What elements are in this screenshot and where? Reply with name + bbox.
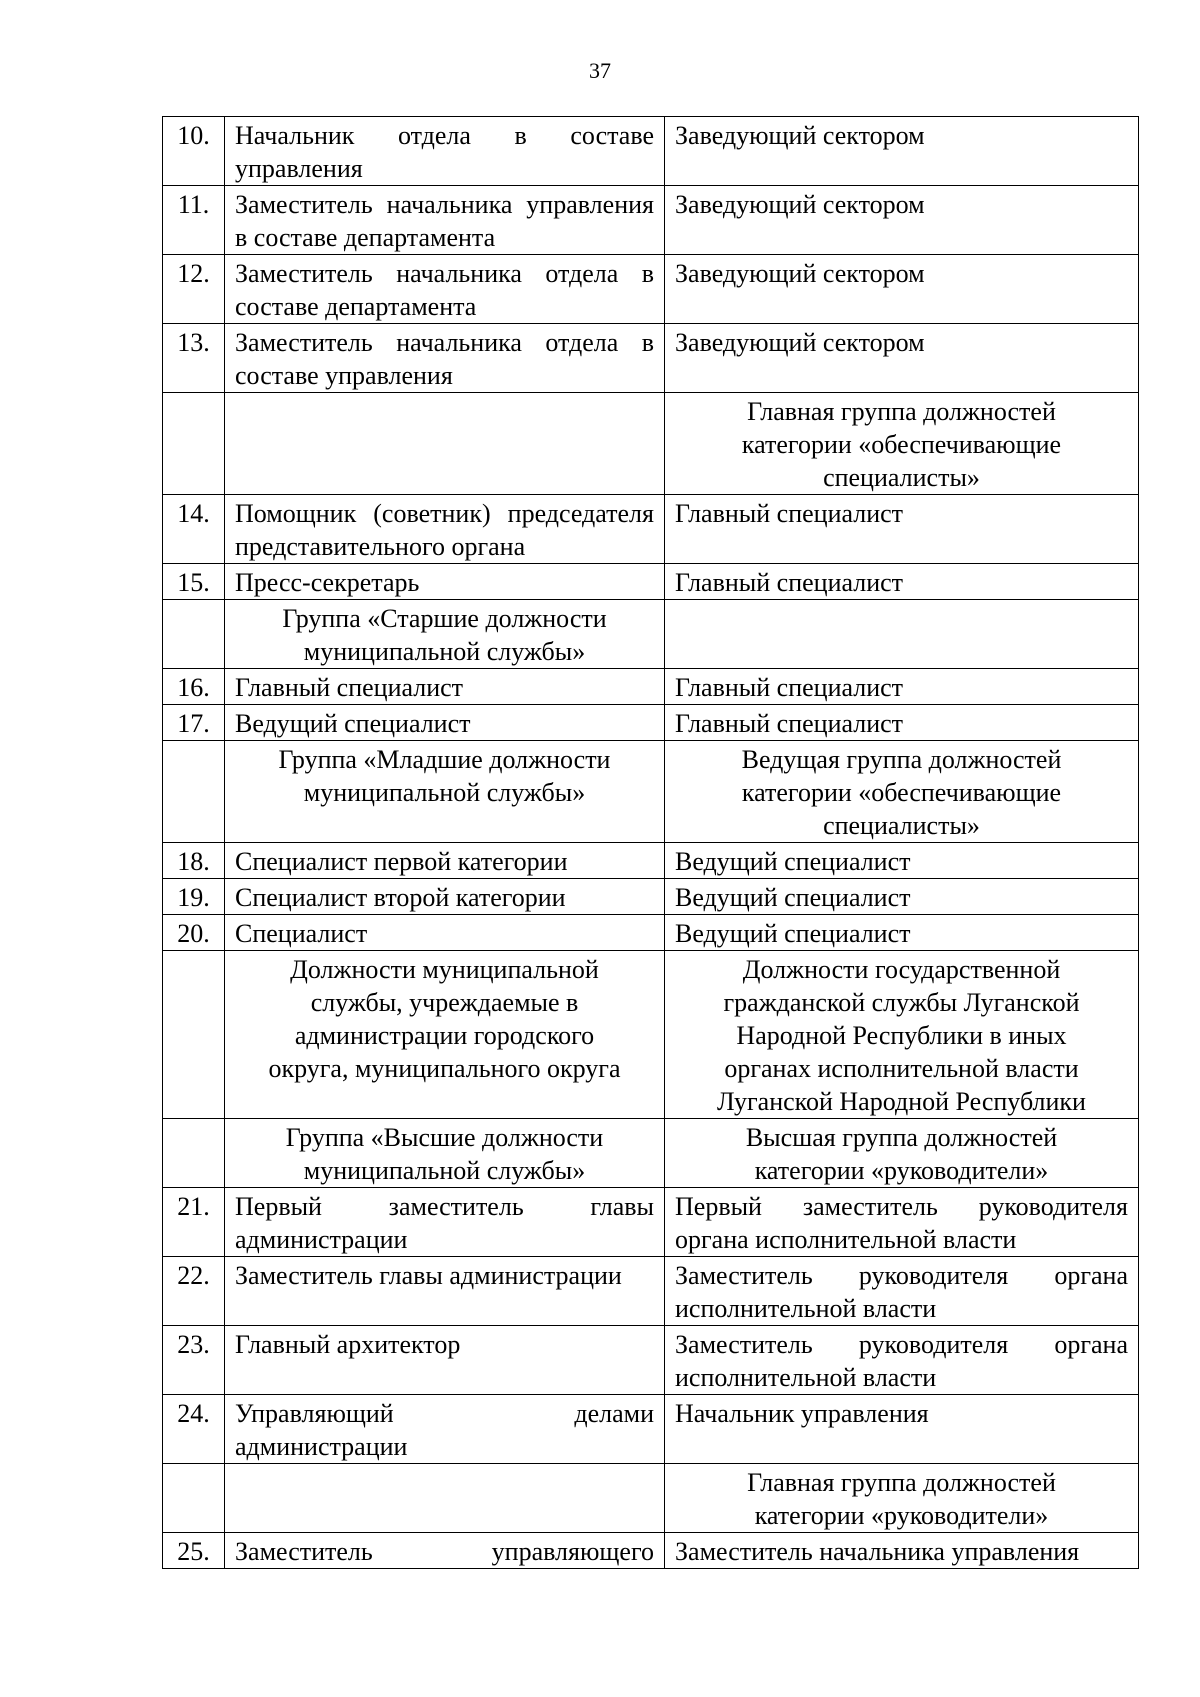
municipal-position: Специалист второй категории [225,879,665,915]
state-position: Заместитель руководителя органа исполнительной власти [665,1326,1139,1395]
state-position: Главный специалист [665,495,1139,564]
state-position: Заведующий сектором [665,117,1139,186]
municipal-position: Специалист первой категории [225,843,665,879]
row-number: 17. [163,705,225,741]
state-position: Заместитель руководителя органа исполнительной власти [665,1257,1139,1326]
row-number: 22. [163,1257,225,1326]
municipal-section-heading: Должности муниципальной службы, учреждаемые в администрации городского округа, муниципального округа [225,951,665,1119]
table-row [163,843,1139,879]
municipal-position: Заместитель главы администрации [225,1257,665,1326]
row-number: 12. [163,255,225,324]
municipal-group-heading: Группа «Старшие должности муниципальной службы» [225,600,665,669]
table-row [163,1395,1139,1464]
state-position: Ведущий специалист [665,915,1139,951]
row-number: 19. [163,879,225,915]
municipal-position: Заместитель начальника отдела в составе департамента [225,255,665,324]
state-group-heading: Главная группа должностей категории «руководители» [665,1464,1139,1533]
row-number: 14. [163,495,225,564]
state-group-heading: Главная группа должностей категории «обеспечивающие специалисты» [665,393,1139,495]
table-row [163,495,1139,564]
state-position: Заведующий сектором [665,324,1139,393]
municipal-group-heading: Группа «Высшие должности муниципальной службы» [225,1119,665,1188]
page-number: 37 [589,58,611,83]
state-position [665,600,1139,669]
state-position: Заместитель начальника управления [665,1533,1139,1569]
table-row [163,669,1139,705]
group-header-row [163,741,1139,843]
state-position: Ведущий специалист [665,879,1139,915]
table-row [163,1326,1139,1395]
positions-table [162,116,1139,1569]
municipal-position: Ведущий специалист [225,705,665,741]
group-header-row [163,393,1139,495]
municipal-position [225,393,665,495]
table-row [163,1257,1139,1326]
municipal-position: Главный специалист [225,669,665,705]
row-number [163,393,225,495]
municipal-position: Главный архитектор [225,1326,665,1395]
municipal-position: Заместитель начальника управления в составе департамента [225,186,665,255]
group-header-row [163,600,1139,669]
row-number: 21. [163,1188,225,1257]
municipal-position [225,1464,665,1533]
municipal-position: Помощник (советник) председателя представительного органа [225,495,665,564]
municipal-group-heading: Группа «Младшие должности муниципальной службы» [225,741,665,843]
group-header-row [163,1119,1139,1188]
table-row [163,117,1139,186]
table-row [163,1188,1139,1257]
table-row [163,705,1139,741]
row-number [163,600,225,669]
state-position: Заведующий сектором [665,186,1139,255]
row-number: 24. [163,1395,225,1464]
row-number [163,951,225,1119]
state-position: Главный специалист [665,705,1139,741]
row-number: 23. [163,1326,225,1395]
group-header-row [163,1464,1139,1533]
state-position: Главный специалист [665,564,1139,600]
state-position: Заведующий сектором [665,255,1139,324]
table-row [163,324,1139,393]
state-position: Главный специалист [665,669,1139,705]
state-position: Первый заместитель руководителя органа исполнительной власти [665,1188,1139,1257]
row-number: 20. [163,915,225,951]
municipal-position: Начальник отдела в составе управления [225,117,665,186]
row-number: 16. [163,669,225,705]
row-number: 18. [163,843,225,879]
row-number [163,1119,225,1188]
section-header-row [163,951,1139,1119]
municipal-position: Заместитель начальника отдела в составе управления [225,324,665,393]
row-number [163,741,225,843]
state-group-heading: Высшая группа должностей категории «руководители» [665,1119,1139,1188]
state-position: Начальник управления [665,1395,1139,1464]
municipal-position: Пресс-секретарь [225,564,665,600]
state-position: Ведущий специалист [665,843,1139,879]
table-row [163,564,1139,600]
municipal-position: Первый заместитель главы администрации [225,1188,665,1257]
table-row [163,1533,1139,1569]
municipal-position: Заместитель управляющего [225,1533,665,1569]
table-row [163,879,1139,915]
row-number: 10. [163,117,225,186]
municipal-position: Специалист [225,915,665,951]
row-number [163,1464,225,1533]
state-section-heading: Должности государственной гражданской службы Луганской Народной Республики в иных органах исполнительной власти Луганской Народной Республики [665,951,1139,1119]
row-number: 15. [163,564,225,600]
table-row [163,186,1139,255]
state-group-heading: Ведущая группа должностей категории «обеспечивающие специалисты» [665,741,1139,843]
row-number: 25. [163,1533,225,1569]
row-number: 11. [163,186,225,255]
municipal-position: Управляющий делами администрации [225,1395,665,1464]
row-number: 13. [163,324,225,393]
table-row [163,915,1139,951]
table-row [163,255,1139,324]
